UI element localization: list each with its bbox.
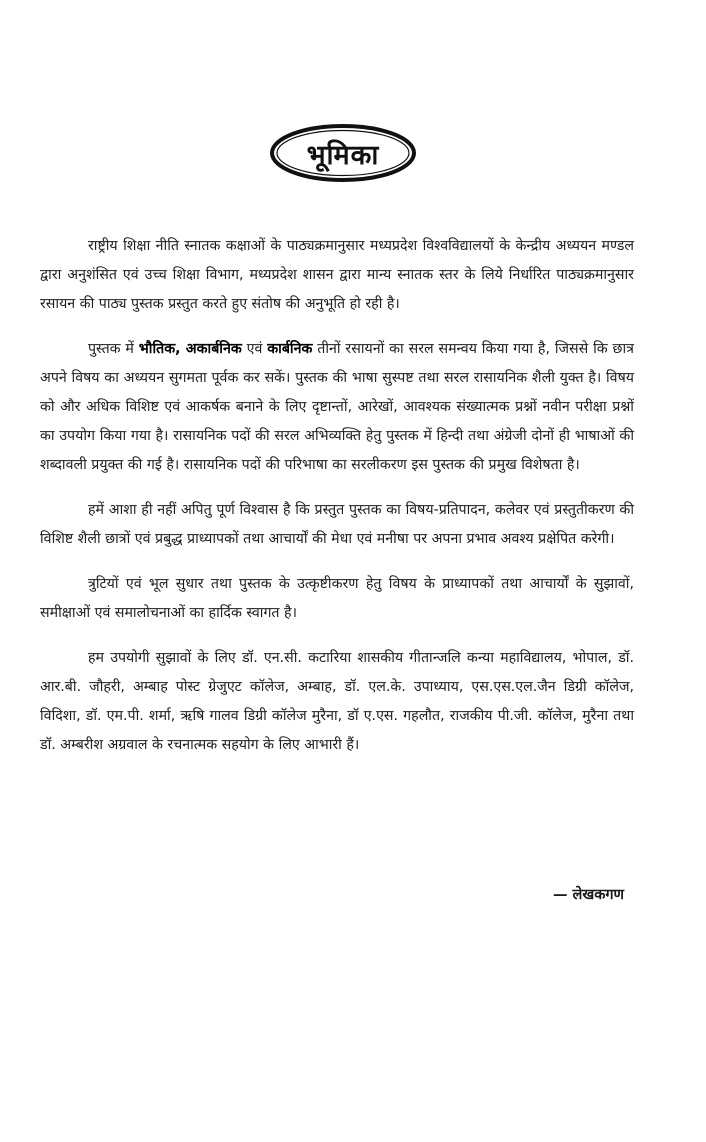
paragraph-3 xyxy=(40,496,634,554)
paragraph-2 xyxy=(40,335,634,480)
page-title: भूमिका xyxy=(306,139,380,171)
preface-body xyxy=(40,232,634,776)
paragraph-text: त्रुटियों एवं भूल सुधार तथा पुस्तक के उत्कृष्टीकरण हेतु विषय के प्राध्यापकों तथा आचार्यों के सुझावों, समीक्षाओं एवं समालोचनाओं का हार्दिक स्वागत है। xyxy=(40,576,634,621)
paragraph-1 xyxy=(40,232,634,319)
paragraph-text: राष्ट्रीय शिक्षा नीति स्नातक कक्षाओं के पाठ्यक्रमानुसार मध्यप्रदेश विश्वविद्यालयों के केन्द्रीय अध्ययन मण्डल द्वारा अनुशंसित एवं उच्च शिक्षा विभाग, मध्यप्रदेश शासन द्वारा मान्य स्नातक स्तर के लिये निर्धारित पाठ्यक्रमानुसार रसायन की पाठ्य पुस्तक प्रस्तुत करते हुए संतोष की अनुभूति हो रही है। xyxy=(40,238,634,312)
paragraph-text: हमें आशा ही नहीं अपितु पूर्ण विश्वास है कि प्रस्तुत पुस्तक का विषय-प्रतिपादन, कलेवर एवं प्रस्तुतीकरण की विशिष्ट शैली छात्रों एवं प्रबुद्ध प्राध्यापकों तथा आचार्यों की मेधा एवं मनीषा पर अपना प्रभाव अवश्य प्रक्षेपित करेगी। xyxy=(40,502,634,547)
paragraph-4 xyxy=(40,570,634,628)
paragraph-text: पुस्तक में xyxy=(88,341,139,357)
paragraph-5 xyxy=(40,644,634,760)
bold-term: भौतिक, अकार्बनिक xyxy=(138,341,242,357)
paragraph-text: तीनों रसायनों का सरल समन्वय किया गया है, जिससे कि छात्र अपने विषय का अध्ययन सुगमता पूर्वक कर सकें। पुस्तक की भाषा सुस्पष्ट तथा सरल रासायनिक शैली युक्त है। विषय को और अधिक विशिष्ट एवं आकर्षक बनाने के लिए दृष्टान्तों, आरेखों, आवश्यक संख्यात्मक प्रश्नों नवीन परीक्षा प्रश्नों का उपयोग किया गया है। रासायनिक पदों की सरल अभिव्यक्ति हेतु पुस्तक में हिन्दी तथा अंग्रेजी दोनों ही भाषाओं की शब्दावली प्रयुक्त की गई है। रासायनिक पदों की परिभाषा का सरलीकरण इस पुस्तक की प्रमुख विशेषता है। xyxy=(40,341,634,473)
author-signature: — लेखकगण xyxy=(552,887,624,903)
paragraph-text: हम उपयोगी सुझावों के लिए डॉ. एन.सी. कटारिया शासकीय गीतान्जलि कन्या महाविद्यालय, भोपाल, डॉ. आर.बी. जौहरी, अम्बाह पोस्ट ग्रेजुएट कॉलेज, अम्बाह, डॉ. एल.के. उपाध्याय, एस.एस.एल.जैन डिग्री कॉलेज, विदिशा, डॉ. एम.पी. शर्मा, ऋषि गालव डिग्री कॉलेज मुरैना, डॉ ए.एस. गहलौत, राजकीय पी.जी. कॉलेज, मुरैना तथा डॉ. अम्बरीश अग्रवाल के रचनात्मक सहयोग के लिए आभारी हैं। xyxy=(40,650,634,753)
bold-term: कार्बनिक xyxy=(267,341,313,357)
paragraph-text: एवं xyxy=(241,341,268,357)
heading-badge xyxy=(268,122,418,184)
